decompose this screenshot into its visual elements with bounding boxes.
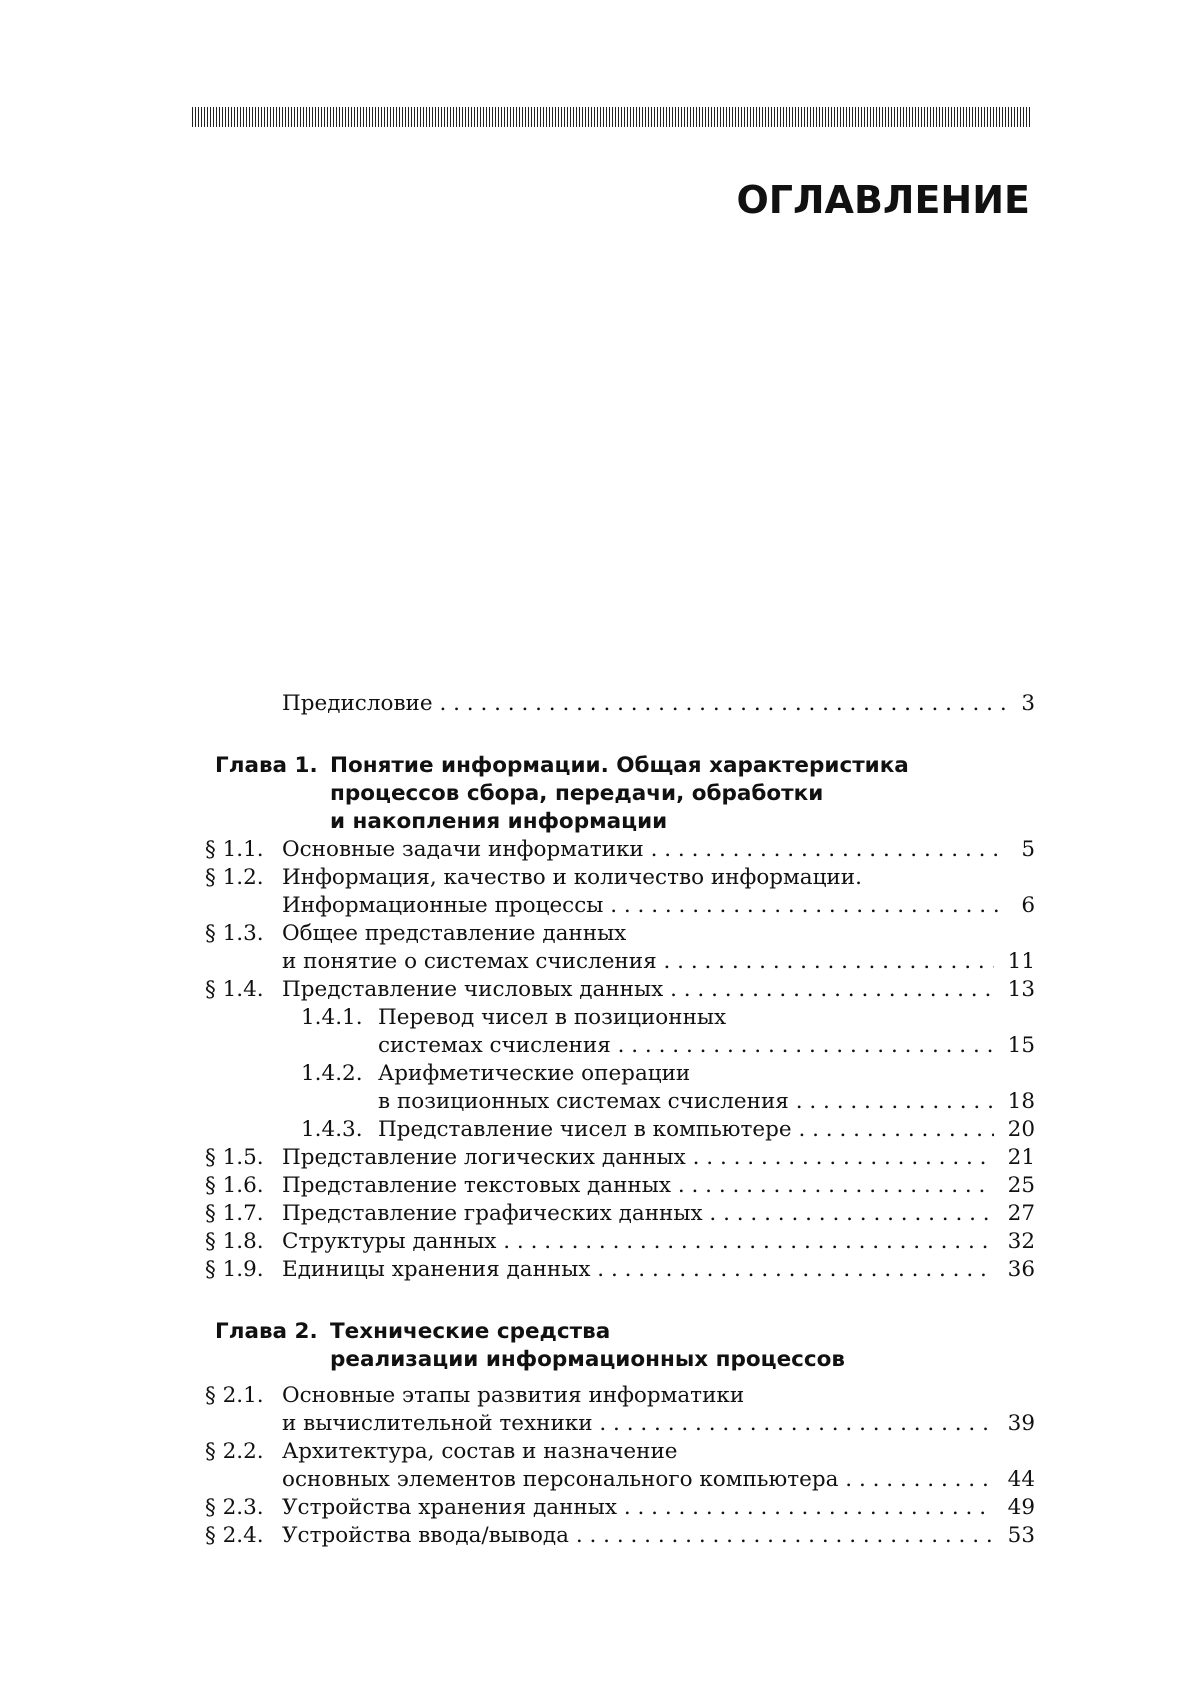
toc-entry[interactable] <box>205 1494 1035 1522</box>
section-number: § 1.1. <box>205 837 264 862</box>
toc-entry-title: Представление текстовых данных . . . <box>282 1172 1035 1200</box>
toc-page-number: 27 <box>994 1200 1035 1228</box>
toc-page-number: 49 <box>994 1494 1035 1522</box>
chapter-title-line: и накопления информации <box>330 809 668 834</box>
toc-entry[interactable] <box>205 1256 1035 1284</box>
toc-entry[interactable] <box>205 1200 1035 1228</box>
section-number: § 2.4. <box>205 1523 264 1548</box>
toc-page-number: 32 <box>994 1228 1035 1256</box>
toc-page-number: 21 <box>994 1144 1035 1172</box>
toc-entry-title: системах счисления . . . <box>378 1032 1035 1060</box>
chapter-title-line: реализации информационных процессов <box>330 1347 846 1372</box>
chapter-number: Глава 2. <box>215 1319 318 1344</box>
toc-page-number: 3 <box>1007 690 1035 718</box>
chapter-number: Глава 1. <box>215 753 318 778</box>
section-number: § 1.9. <box>205 1257 264 1282</box>
toc-entry-title: Единицы хранения данных . . . <box>282 1256 1035 1284</box>
toc-page-number: 39 <box>994 1410 1035 1438</box>
toc-entry-title: Представление чисел в компьютере . . . <box>378 1116 1035 1144</box>
toc-entry[interactable] <box>205 836 1035 864</box>
toc-entry-continuation[interactable] <box>205 1032 1035 1060</box>
toc-entry[interactable] <box>205 864 1035 892</box>
chapter-title-line: процессов сбора, передачи, обработки <box>330 781 824 806</box>
chapter-1-heading[interactable] <box>205 752 1035 836</box>
toc-entry-title: основных элементов персонального компьютера . . . <box>282 1466 1035 1494</box>
chapter-title-line: Понятие информации. Общая характеристика <box>330 753 909 778</box>
subsection-number: 1.4.3. <box>301 1117 363 1142</box>
toc-page-number: 25 <box>994 1172 1035 1200</box>
toc-entry-title: и понятие о системах счисления . . . <box>282 948 1035 976</box>
toc-entry-title: Основные задачи информатики . . . <box>282 836 1035 864</box>
toc-entry-title: Информационные процессы . . . <box>282 892 1035 920</box>
toc-entry[interactable] <box>205 1172 1035 1200</box>
section-number: § 1.5. <box>205 1145 264 1170</box>
section-number: § 2.1. <box>205 1383 264 1408</box>
toc-entry-title: и вычислительной техники . . . <box>282 1410 1035 1438</box>
toc-entry-title: Представление числовых данных . . . <box>282 976 1035 1004</box>
toc-entry[interactable] <box>205 920 1035 948</box>
table-of-contents <box>205 690 1035 1550</box>
toc-entry-title: Устройства хранения данных . . . <box>282 1494 1035 1522</box>
page-title: ОГЛАВЛЕНИЕ <box>736 178 1030 222</box>
subsection-number: 1.4.2. <box>301 1061 363 1086</box>
toc-entry-title: Предисловие . . . <box>282 690 1035 718</box>
toc-page-number: 36 <box>994 1256 1035 1284</box>
toc-page-number: 53 <box>994 1522 1035 1550</box>
toc-entry[interactable] <box>205 1438 1035 1466</box>
section-number: § 1.7. <box>205 1201 264 1226</box>
toc-page-number: 6 <box>1007 892 1035 920</box>
toc-entry-title: Устройства ввода/вывода . . . <box>282 1522 1035 1550</box>
section-number: § 1.8. <box>205 1229 264 1254</box>
toc-entry-title: Общее представление данных <box>282 921 627 946</box>
decorative-header-rule <box>192 107 1030 127</box>
toc-page-number: 5 <box>1007 836 1035 864</box>
toc-entry-title: Арифметические операции <box>378 1061 691 1086</box>
toc-page-number: 13 <box>994 976 1035 1004</box>
toc-entry-preface[interactable] <box>205 690 1035 718</box>
toc-subentry[interactable] <box>205 1004 1035 1032</box>
subsection-number: 1.4.1. <box>301 1005 363 1030</box>
toc-entry[interactable] <box>205 1228 1035 1256</box>
toc-page-number: 20 <box>994 1116 1035 1144</box>
chapter-title-line: Технические средства <box>330 1319 611 1344</box>
toc-entry-continuation[interactable] <box>205 948 1035 976</box>
toc-page-number: 11 <box>994 948 1035 976</box>
section-number: § 1.3. <box>205 921 264 946</box>
toc-entry[interactable] <box>205 1382 1035 1410</box>
toc-entry-title: Перевод чисел в позиционных <box>378 1005 727 1030</box>
toc-page-number: 15 <box>994 1032 1035 1060</box>
toc-entry-title: Структуры данных . . . <box>282 1228 1035 1256</box>
toc-page-number: 18 <box>994 1088 1035 1116</box>
section-number: § 1.2. <box>205 865 264 890</box>
section-number: § 1.4. <box>205 977 264 1002</box>
section-number: § 2.2. <box>205 1439 264 1464</box>
toc-subentry[interactable] <box>205 1060 1035 1088</box>
toc-subentry[interactable] <box>205 1116 1035 1144</box>
toc-entry-title: в позиционных системах счисления . . . <box>378 1088 1035 1116</box>
section-number: § 1.6. <box>205 1173 264 1198</box>
toc-entry-title: Основные этапы развития информатики <box>282 1383 745 1408</box>
toc-entry-continuation[interactable] <box>205 1466 1035 1494</box>
toc-entry[interactable] <box>205 1144 1035 1172</box>
toc-entry-title: Представление графических данных . . . <box>282 1200 1035 1228</box>
section-number: § 2.3. <box>205 1495 264 1520</box>
toc-entry-title: Представление логических данных . . . <box>282 1144 1035 1172</box>
toc-entry[interactable] <box>205 1522 1035 1550</box>
toc-entry-title: Информация, качество и количество информации. <box>282 865 862 890</box>
toc-entry-continuation[interactable] <box>205 892 1035 920</box>
toc-entry-continuation[interactable] <box>205 1088 1035 1116</box>
chapter-2-heading[interactable] <box>205 1318 1035 1374</box>
toc-entry-continuation[interactable] <box>205 1410 1035 1438</box>
toc-entry-title: Архитектура, состав и назначение <box>282 1439 678 1464</box>
toc-entry[interactable] <box>205 976 1035 1004</box>
toc-page-number: 44 <box>994 1466 1035 1494</box>
